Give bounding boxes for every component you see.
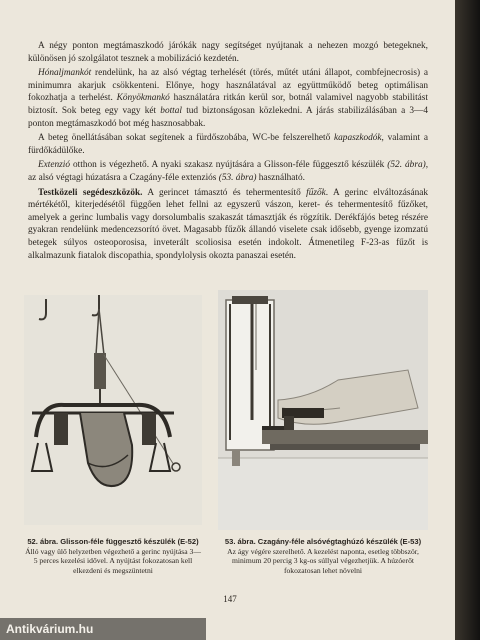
term-kapaszkodok: kapaszkodók [334, 133, 382, 144]
paragraph-3-text-b: , valamint a fürdőkádülőke. [28, 133, 428, 156]
paragraph-5-text-a: A gerincet támasztó és tehermentesítő [142, 187, 307, 198]
paragraph-4-text-b: , az alsó végtagi húzatásra a Czagány-féle extenziós [28, 160, 429, 183]
paragraph-1 [28, 40, 428, 65]
section-heading: Testközeli segédeszközök. [38, 187, 143, 198]
term-bottal: bottal [160, 105, 182, 116]
paragraph-3 [28, 132, 428, 157]
term-honaljmanko: Hónaljmankót [38, 68, 92, 79]
glisson-apparatus-illustration [24, 295, 202, 525]
page-number: 147 [223, 594, 237, 604]
figure-53-description: Az ágy végére szerelhető. A kezelést naponta, esetleg többször, minimum 20 percig 3 kg-os súllyal végezhetjük. A húzóerőt fokozatosan lehet növelni [227, 546, 419, 575]
paragraph-2 [28, 67, 428, 130]
body-text [28, 40, 428, 264]
paragraph-5-text-b: . A gerinc elváltozásának mértékétől, kiterjedésétől függően lehet fellni az egyszerű vászon, keret- és tehermentesítő fűzőket, amelyek a gerinc lumbalis vagy dorsolumbalis szakaszát támasztják és rögzítik. Derékfájós beteg részére gyakran rendelünk medencezsorító övet. Magasabb fűzők állandó viselete csak idősebb, gyenge izomzatú betegek súlyos osteoporosisa, inveterált scoliosisa esetén indokolt. Átmenetileg F-23-as fűzőt is alkalmazunk fiatalok discopathia, spondylolysis okozta panaszai esetén. [28, 187, 428, 261]
paragraph-2-text-a: rendelünk, ha az alsó végtag terhelését (törés, műtét utáni állapot, combfejnecrosis) a minimumra akarjuk csökkenteni. Előnye, hogy használatával az együttműködő beteg optimálisan fokozhatja a terhelést. [28, 68, 428, 104]
figure-53-photo [218, 290, 428, 530]
figure-52-description: Álló vagy ülő helyzetben végezhető a gerinc nyújtása 3—5 perces kezelési idővel. A nyújtást fokozatosan kell elkezdeni és megszüntetni [25, 546, 201, 575]
figure-ref-52: (52. ábra) [387, 160, 426, 171]
paragraph-3-text-a: A beteg önellátásában sokat segítenek a fürdőszobába, WC-be felszerelhető [38, 133, 335, 144]
paragraph-1-text: A négy ponton megtámaszkodó járókák nagy segítséget nyújtanak a nehezen mozgó betegeknek, különösen jó szolgálatot tesznek a mobilizáció kezdetén. [28, 41, 428, 64]
watermark-logo: Antikvárium.hu [0, 618, 206, 640]
paragraph-2-text-b: használatára ritkán kerül sor, botnál valamivel nagyobb stabilitást biztosít. Sok beteg egy vagy két [28, 93, 428, 116]
paragraph-2-text-c: tud biztonságosan közlekedni. A járás stabilizálásában a 3—4 ponton megtámaszkodó bot még hasznosabbak. [28, 105, 428, 129]
term-konyokmanko: Könyökmankó [116, 93, 170, 104]
paragraph-4 [28, 159, 428, 184]
book-spine-edge [455, 0, 480, 640]
paragraph-4-text-a: otthon is végezhető. A nyaki szakasz nyújtására a Glisson-féle függesztő készülék [70, 160, 388, 171]
figure-53-caption [218, 537, 428, 575]
paragraph-5 [28, 187, 428, 263]
paragraph-4-text-c: használható. [256, 172, 305, 183]
figure-52-caption [24, 537, 202, 575]
figure-ref-53: (53. ábra) [218, 172, 257, 183]
figure-52-title: 52. ábra. Glisson-féle függesztő készülék (E-52) [27, 537, 199, 546]
term-extenzio: Extenzió [38, 160, 71, 171]
figure-53-title: 53. ábra. Czagány-féle alsóvégtaghúzó készülék (E-53) [224, 537, 422, 546]
figure-52-photo [24, 295, 202, 525]
term-fuzok: fűzők [306, 187, 326, 198]
czagany-traction-illustration [218, 290, 428, 530]
